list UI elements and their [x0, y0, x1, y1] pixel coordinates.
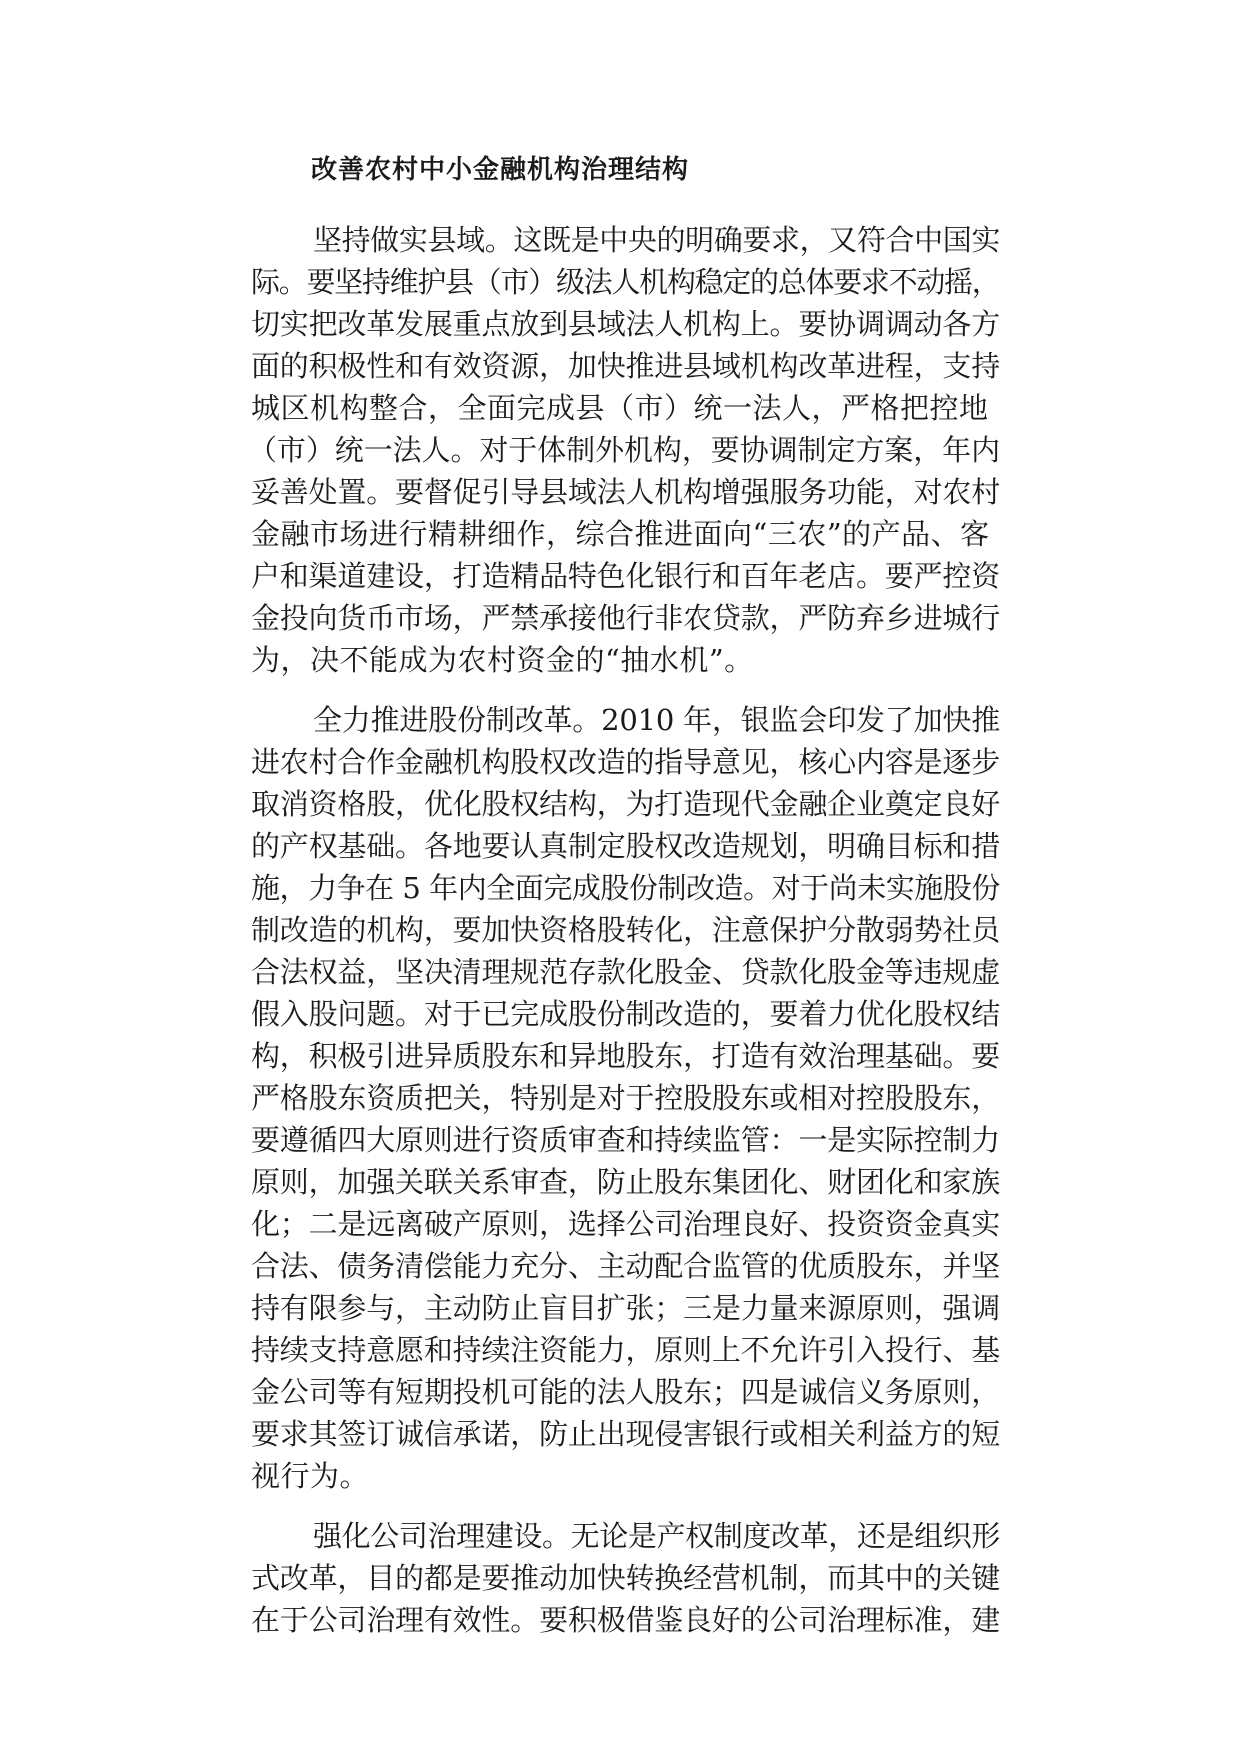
paragraph-line: 金投向货币市场，严禁承接他行非农贷款，严防弃乡进城行: [251, 601, 1001, 635]
paragraph-line: 全力推进股份制改革。2010 年，银监会印发了加快推: [313, 703, 1001, 737]
paragraph-line: 切实把改革发展重点放到县域法人机构上。要协调调动各方: [251, 307, 1001, 341]
paragraph-line: 强化公司治理建设。无论是产权制度改革，还是组织形: [313, 1519, 1001, 1553]
paragraph-line: 持有限参与，主动防止盲目扩张；三是力量来源原则，强调: [251, 1291, 1001, 1325]
paragraph-line: 构，积极引进异质股东和异地股东，打造有效治理基础。要: [251, 1039, 1001, 1073]
paragraph-line: 际。要坚持维护县（市）级法人机构稳定的总体要求不动摇，: [251, 265, 1000, 299]
paragraph-line: 面的积极性和有效资源，加快推进县域机构改革进程，支持: [251, 349, 1001, 383]
paragraph-line: （市）统一法人。对于体制外机构，要协调制定方案，年内: [248, 433, 1001, 467]
paragraph-line: 假入股问题。对于已完成股份制改造的，要着力优化股权结: [251, 997, 1001, 1031]
document-title: 改善农村中小金融机构治理结构: [311, 155, 690, 185]
paragraph-line: 严格股东资质把关，特别是对于控股股东或相对控股股东，: [251, 1081, 1001, 1115]
paragraph-line: 金融市场进行精耕细作，综合推进面向“三农”的产品、客: [251, 517, 990, 551]
paragraph-line: 持续支持意愿和持续注资能力，原则上不允许引入投行、基: [251, 1333, 1001, 1367]
paragraph-line: 金公司等有短期投机可能的法人股东；四是诚信义务原则，: [251, 1375, 1001, 1409]
paragraph-line: 妥善处置。要督促引导县域法人机构增强服务功能，对农村: [251, 475, 1001, 509]
paragraph-line: 进农村合作金融机构股权改造的指导意见，核心内容是逐步: [251, 745, 1001, 779]
paragraph-line: 取消资格股，优化股权结构，为打造现代金融企业奠定良好: [251, 787, 1001, 821]
paragraph-line: 要求其签订诚信承诺，防止出现侵害银行或相关利益方的短: [251, 1417, 1001, 1451]
paragraph-line: 的产权基础。各地要认真制定股权改造规划，明确目标和措: [251, 829, 1001, 863]
paragraph-line: 户和渠道建设，打造精品特色化银行和百年老店。要严控资: [251, 559, 1001, 593]
paragraph-line: 在于公司治理有效性。要积极借鉴良好的公司治理标准，建: [251, 1603, 1001, 1637]
paragraph-line: 式改革，目的都是要推动加快转换经营机制，而其中的关键: [251, 1561, 1001, 1595]
paragraph-line: 制改造的机构，要加快资格股转化，注意保护分散弱势社员: [251, 913, 1001, 947]
paragraph-line: 施，力争在 5 年内全面完成股份制改造。对于尚未实施股份: [251, 871, 1000, 905]
paragraph-line: 合法、债务清偿能力充分、主动配合监管的优质股东，并坚: [251, 1249, 1001, 1283]
paragraph-line: 坚持做实县域。这既是中央的明确要求，又符合中国实: [313, 223, 1001, 257]
paragraph-line: 为，决不能成为农村资金的“抽水机”。: [251, 643, 754, 677]
paragraph-line: 城区机构整合，全面完成县（市）统一法人，严格把控地: [251, 391, 989, 425]
paragraph-line: 合法权益，坚决清理规范存款化股金、贷款化股金等违规虚: [251, 955, 1001, 989]
paragraph-line: 化；二是远离破产原则，选择公司治理良好、投资资金真实: [251, 1207, 1001, 1241]
paragraph-line: 要遵循四大原则进行资质审查和持续监管：一是实际控制力: [251, 1123, 1001, 1157]
paragraph-line: 原则，加强关联关系审查，防止股东集团化、财团化和家族: [251, 1165, 1001, 1199]
paragraph-line: 视行为。: [251, 1459, 370, 1493]
